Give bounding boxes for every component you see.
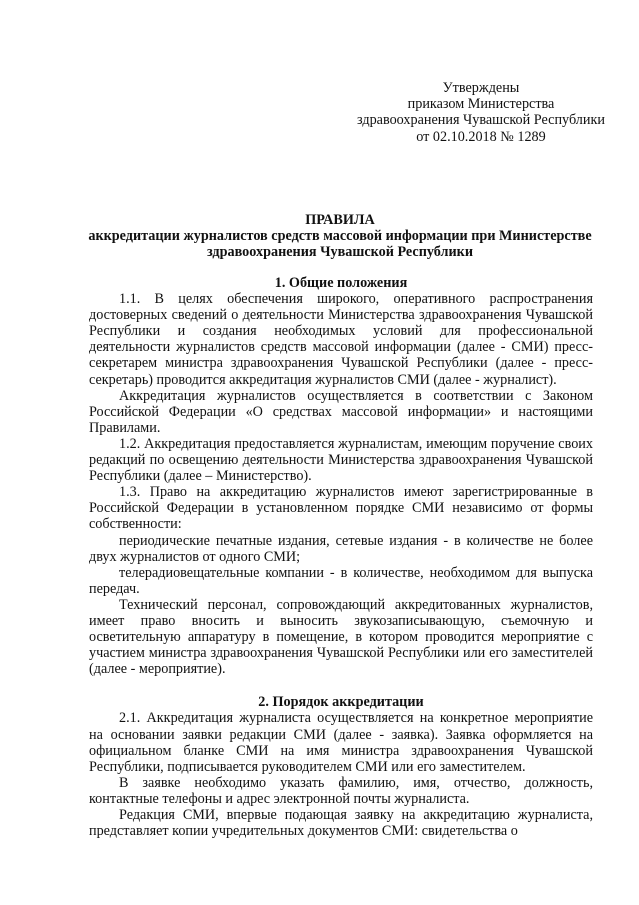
document-title [40, 212, 639, 260]
section-2-heading: 2. Порядок аккредитации [258, 694, 424, 711]
title-main: ПРАВИЛА [305, 212, 375, 228]
document-body [89, 275, 593, 839]
paragraph: Аккредитация журналистов осуществляется в соответствии с Законом Российской Федерации «О средствах массовой информации» и настоящими Правилами. [89, 387, 593, 436]
section-1-heading: 1. Общие положения [274, 275, 408, 291]
approval-line-1: Утверждены [442, 80, 520, 96]
title-line-3: здравоохранения Чувашской Республики [206, 244, 473, 261]
paragraph: 1.2. Аккредитация предоставляется журналистам, имеющим поручение своих редакций по освещению деятельности Министерства здравоохранения Чувашской Республики (далее – Министерство). [89, 435, 593, 485]
paragraph: 2.1. Аккредитация журналиста осуществляется на конкретное мероприятие на основании заявки редакции СМИ (далее - заявка). Заявка оформляется на официальном бланке СМИ на имя министра здравоохранения Чувашской Республики, подписывается руководителем СМИ или его заместителем. [89, 710, 593, 775]
approval-block [356, 80, 606, 145]
paragraph: 1.1. В целях обеспечения широкого, оперативного распространения достоверных сведений о деятельности Министерства здравоохранения Чувашской Республики и создания необходимых условий для профессиональной деятельности журналистов средств массовой информации (далее - СМИ) пресс-секретарем министра здравоохранения Чувашской Республики (далее - пресс-секретарь) проводится аккредитация журналистов СМИ (далее - журналист). [89, 291, 593, 388]
paragraph: Редакция СМИ, впервые подающая заявку на аккредитацию журналиста, представляет копии учредительных документов СМИ: свидетельства о [89, 807, 593, 840]
approval-line-3: здравоохранения Чувашской Республики [357, 112, 605, 129]
section-gap [89, 677, 593, 694]
title-line-2: аккредитации журналистов средств массовой информации при Министерстве [88, 228, 592, 245]
approval-line-4: от 02.10.2018 № 1289 [416, 128, 546, 145]
approval-line-2: приказом Министерства [407, 96, 555, 113]
paragraph: периодические печатные издания, сетевые издания - в количестве не более двух журналистов от одного СМИ; [89, 532, 593, 565]
paragraph: телерадиовещательные компании - в количестве, необходимом для выпуска передач. [89, 564, 593, 597]
paragraph: 1.3. Право на аккредитацию журналистов имеют зарегистрированные в Российской Федерации в установленном порядке СМИ независимо от формы собственности: [89, 484, 593, 533]
paragraph: В заявке необходимо указать фамилию, имя, отчество, должность, контактные телефоны и адрес электронной почты журналиста. [89, 774, 593, 807]
paragraph: Технический персонал, сопровождающий аккредитованных журналистов, имеет право вносить и выносить звукозаписывающую, съемочную и осветительную аппаратуру в помещение, в котором проводится мероприятие с участием министра здравоохранения Чувашской Республики или его заместителей (далее - мероприятие). [89, 596, 593, 678]
